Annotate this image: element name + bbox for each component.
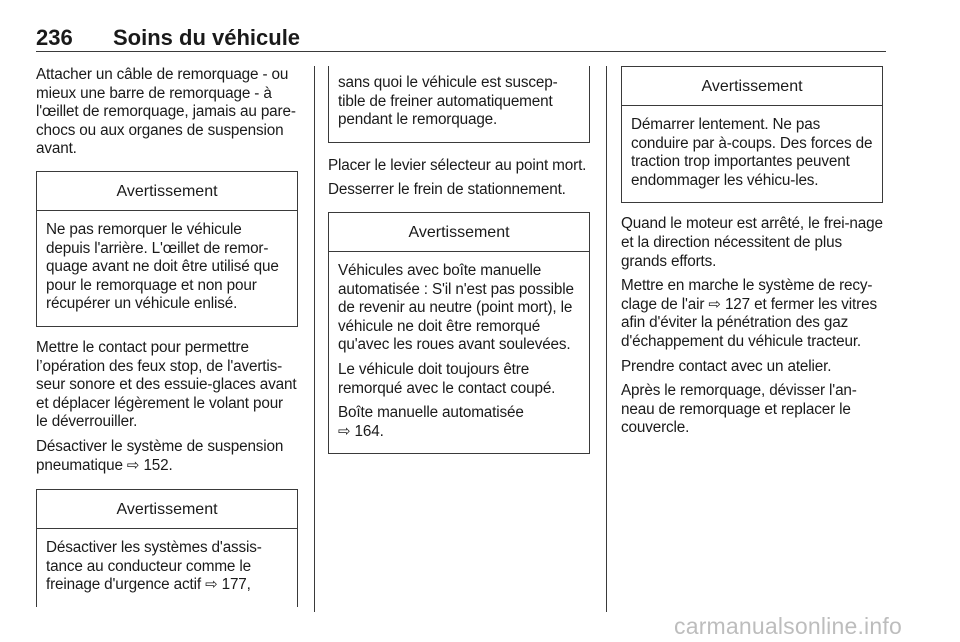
warning-body (37, 529, 297, 607)
page-title: Soins du véhicule (113, 25, 301, 50)
paragraph-air-recirculation (621, 277, 883, 351)
warning-box-continued (328, 66, 590, 143)
paragraph-selector-lever: Placer le levier sélecteur au point mort. (328, 156, 587, 174)
warning-text-main: Boîte manuelle automatisée (338, 404, 524, 422)
page-reference-number: 164. (354, 422, 384, 440)
page-reference-icon: ⇨ (126, 456, 140, 474)
warning-text: Véhicules avec boîte manuelle automatisée : S'il n'est pas possible de revenir au neutre (point mort), le véhicule ne doit être remorqué qu'avec les roues avant soulevées. (338, 261, 574, 354)
page-reference-number: 127 (724, 295, 751, 313)
warning-text: Le véhicule doit toujours être remorqué avec le contact coupé. (338, 360, 556, 397)
warning-body (329, 252, 589, 453)
warning-box-automated-gearbox (328, 212, 590, 454)
column-3 (621, 66, 883, 444)
warning-text-main: Désactiver les systèmes d'assis-tance au conducteur comme le freinage d'urgence actif (46, 539, 262, 594)
header-rule (36, 51, 886, 52)
warning-body (329, 66, 589, 142)
paragraph-ignition: Mettre le contact pour permettre l’opération des feux stop, de l'avertis-seur sonore et des essuie-glaces avant et déplacer légèrement le volant pour le déverrouiller. (36, 338, 297, 431)
paragraph-air-suspension (36, 438, 298, 475)
warning-text (46, 539, 289, 595)
paragraph-tow-cable: Attacher un câble de remorquage - ou mieux une barre de remorquage - à l'œillet de remorquage, jamais au pare-chocs ou aux organes de suspension avant. (36, 66, 296, 158)
paragraph-text: et fermer les vitres afin d'éviter la pénétration des gaz d'échappement du véhicule tracteur. (621, 295, 877, 350)
warning-title: Avertissement (329, 213, 589, 252)
paragraph-text: Désactiver le système de suspension pneumatique (36, 437, 284, 474)
warning-box-rear-towing (36, 171, 298, 327)
column-1 (36, 66, 298, 607)
warning-body (37, 211, 297, 326)
warning-title: Avertissement (37, 172, 297, 211)
column-separator-1 (314, 66, 315, 612)
warning-text: Démarrer lentement. Ne pas conduire par à-coups. Des forces de traction trop importantes peuvent endommager les véhicu-les. (631, 116, 873, 189)
paragraph-engine-off: Quand le moteur est arrêté, le frei-nage et la direction nécessitent de plus grands efforts. (621, 215, 883, 270)
warning-title: Avertissement (37, 490, 297, 529)
paragraph-after-towing: Après le remorquage, dévisser l'an-neau de remorquage et replacer le couvercle. (621, 382, 857, 437)
warning-title: Avertissement (622, 67, 882, 106)
column-separator-2 (606, 66, 607, 612)
warning-box-slow-start (621, 66, 883, 203)
warning-text: Ne pas remorquer le véhicule depuis l'arrière. L'œillet de remor-quage avant ne doit être utilisé que pour le remorquage et non pour récupérer un véhicule enlisé. (46, 220, 279, 313)
paragraph-parking-brake: Desserrer le frein de stationnement. (328, 181, 566, 199)
warning-box-driver-assist (36, 489, 298, 607)
warning-text: sans quoi le véhicule est suscep-tible de freiner automatiquement pendant le remorquage. (338, 74, 558, 129)
page-number: 236 (36, 25, 73, 50)
column-2 (328, 66, 590, 466)
page-reference-number: 177, (221, 576, 251, 594)
page-reference-icon: ⇨ (338, 422, 351, 440)
warning-text (338, 404, 581, 441)
warning-body (622, 106, 882, 202)
watermark: carmanualsonline.info (674, 613, 902, 639)
paragraph-text: Mettre en marche le système de recy-clage de l'air (621, 277, 873, 313)
page-reference-icon: ⇨ (205, 576, 218, 594)
page-reference-icon: ⇨ (708, 295, 721, 313)
paragraph-workshop: Prendre contact avec un atelier. (621, 357, 832, 375)
page-reference-number: 152. (143, 456, 173, 474)
